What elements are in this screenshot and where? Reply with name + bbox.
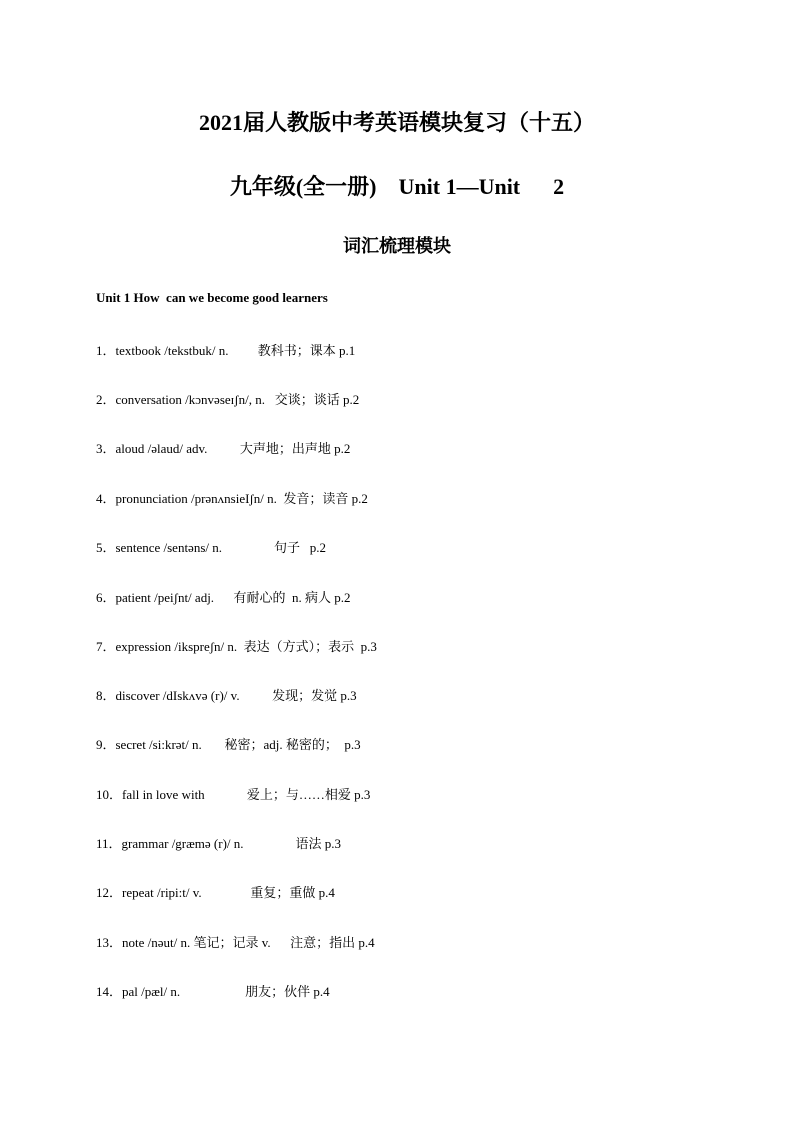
vocab-entry: 7．expression /ikspreʃn/ n. 表达（方式）；表示 p.3 — [96, 639, 377, 654]
vocab-entry: 8．discover /dIskʌvə (r)/ v. 发现；发觉 p.3 — [96, 688, 357, 703]
vocab-entry: 6．patient /peiʃnt/ adj. 有耐心的 n. 病人 p.2 — [96, 590, 351, 605]
vocab-entry: 10．fall in love with 爱上；与……相爱 p.3 — [96, 787, 371, 802]
vocab-entry: 11．grammar /græmə (r)/ n. 语法 p.3 — [96, 836, 342, 851]
vocab-entry: 13．note /nəut/ n. 笔记；记录 v. 注意；指出 p.4 — [96, 935, 375, 950]
vocab-entry: 9．secret /si:krət/ n. 秘密；adj. 秘密的； p.3 — [96, 737, 361, 752]
document-title: 2021届人教版中考英语模块复习（十五） — [198, 110, 595, 135]
section-title: 词汇梳理模块 — [343, 236, 451, 256]
vocab-entry: 3．aloud /əlaud/ adv. 大声地；出声地 p.2 — [96, 441, 351, 456]
vocab-entry: 5．sentence /sentəns/ n. 句子 p.2 — [96, 540, 326, 555]
vocab-entry: 2．conversation /kɔnvəseɪʃn/, n. 交谈；谈话 p.2 — [96, 392, 360, 407]
vocab-entry: 4．pronunciation /prənʌnsieIʃn/ n. 发音；读音 p.2 — [96, 491, 368, 506]
unit-heading: Unit 1 How can we become good learners — [96, 290, 328, 305]
vocab-entry: 12．repeat /ripi:t/ v. 重复；重做 p.4 — [96, 885, 335, 900]
vocab-entry: 1．textbook /tekstbuk/ n. 教科书；课本 p.1 — [96, 343, 356, 358]
document-subtitle: 九年级(全一册) Unit 1—Unit 2 — [229, 174, 565, 199]
vocab-entry: 14．pal /pæl/ n. 朋友；伙伴 p.4 — [96, 984, 330, 999]
